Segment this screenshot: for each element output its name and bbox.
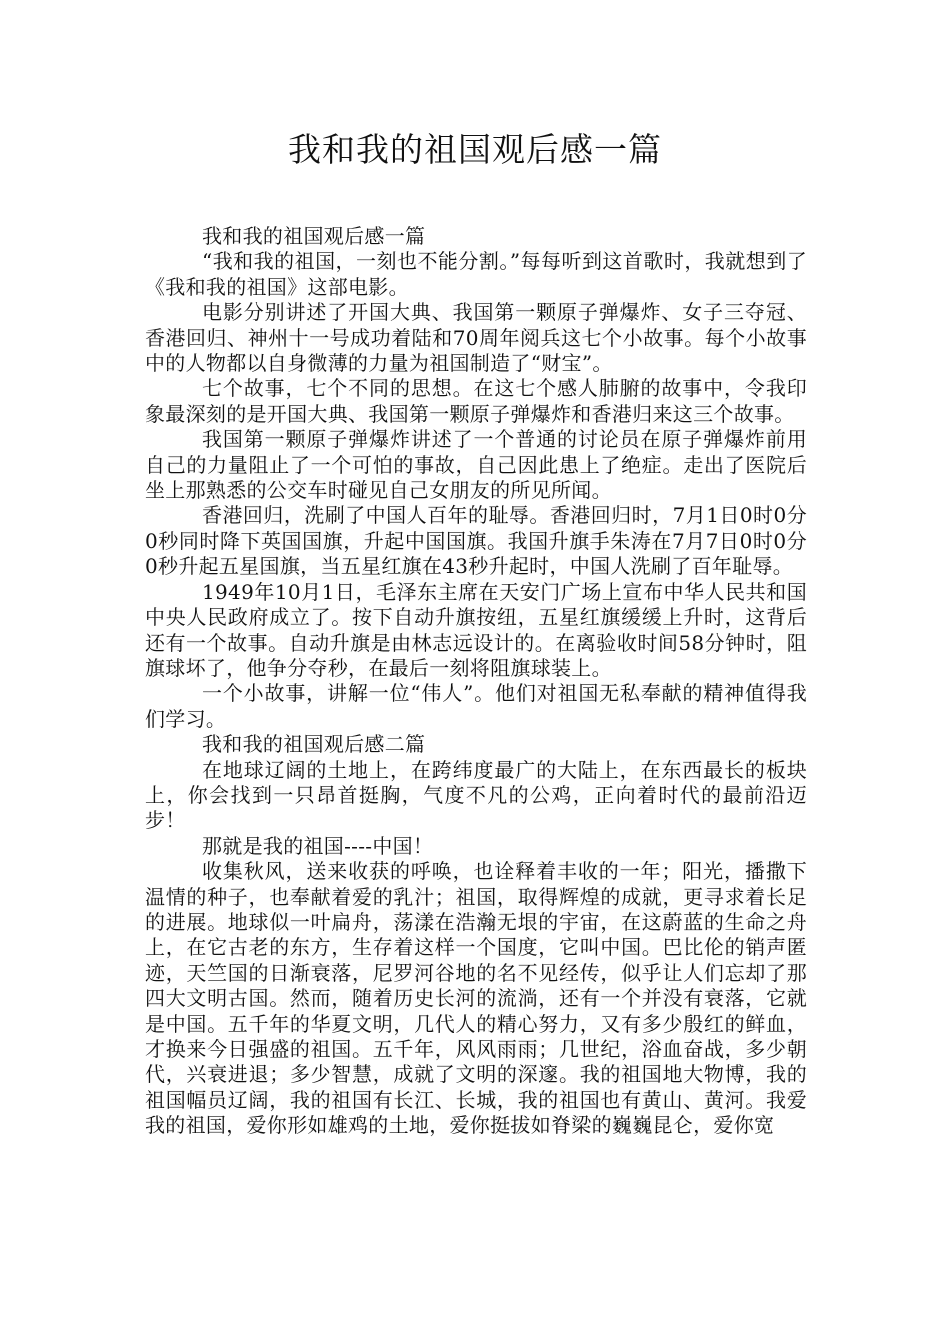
paragraph: 那就是我的祖国----中国！ (202, 833, 434, 858)
paragraph: 在地球辽阔的土地上，在跨纬度最广的大陆上，在东西最长的板块上，你会找到一只昂首挺胸，气度不凡的公鸡，正向着时代的最前沿迈步！ (145, 757, 807, 833)
paragraph: 收集秋风，送来收获的呼唤，也诠释着丰收的一年；阳光，播撒下温情的种子，也奉献着爱的乳汁；祖国，取得辉煌的成就，更寻求着长足的进展。地球似一叶扁舟，荡漾在浩瀚无垠的宇宙，在这蔚蓝的生命之舟上，在它古老的东方，生存着这样一个国度，它叫中国。巴比伦的销声匿迹，天竺国的日渐衰落，尼罗河谷地的名不见经传，似乎让人们忘却了那四大文明古国。然而，随着历史长河的流淌，还有一个并没有衰落，它就是中国。五千年的华夏文明，几代人的精心努力，又有多少殷红的鲜血，才换来今日强盛的祖国。五千年，风风雨雨；几世纪，浴血奋战，多少朝代，兴衰进退；多少智慧，成就了文明的深邃。我的祖国地大物博，我的祖国幅员辽阔，我的祖国有长江、长城，我的祖国也有黄山、黄河。我爱我的祖国，爱你形如雄鸡的土地，爱你挺拔如脊梁的巍巍昆仑，爱你宽 (145, 859, 807, 1138)
paragraph: “我和我的祖国，一刻也不能分割。”每每听到这首歌时，我就想到了《我和我的祖国》这部电影。 (145, 249, 807, 299)
paragraph-heading-1: 我和我的祖国观后感一篇 (202, 224, 426, 248)
paragraph: 电影分别讲述了开国大典、我国第一颗原子弹爆炸、女子三夺冠、香港回归、神州十一号成功着陆和70周年阅兵这七个小故事。每个小故事中的人物都以自身微薄的力量为祖国制造了“财宝”。 (145, 300, 807, 376)
paragraph-heading-2: 我和我的祖国观后感二篇 (202, 732, 426, 757)
document-title: 我和我的祖国观后感一篇 (288, 130, 662, 169)
document-body (145, 224, 807, 1139)
paragraph: 一个小故事，讲解一位“伟人”。他们对祖国无私奉献的精神值得我们学习。 (145, 681, 807, 731)
paragraph: 香港回归，洗刷了中国人百年的耻辱。香港回归时，7月1日0时0分0秒同时降下英国国旗，升起中国国旗。我国升旗手朱涛在7月7日0时0分0秒升起五星国旗，当五星红旗在43秒升起时，中国人洗刷了百年耻辱。 (145, 503, 807, 579)
paragraph: 我国第一颗原子弹爆炸讲述了一个普通的讨论员在原子弹爆炸前用自己的力量阻止了一个可怕的事故，自己因此患上了绝症。走出了医院后坐上那熟悉的公交车时碰见自己女朋友的所见所闻。 (145, 427, 807, 503)
paragraph: 1949年10月1日，毛泽东主席在天安门广场上宣布中华人民共和国中央人民政府成立了。按下自动升旗按纽，五星红旗缓缓上升时，这背后还有一个故事。自动升旗是由林志远设计的。在离验收时间58分钟时，阻旗球坏了，他争分夺秒，在最后一刻将阻旗球装上。 (145, 579, 807, 680)
paragraph: 七个故事，七个不同的思想。在这七个感人肺腑的故事中，令我印象最深刻的是开国大典、我国第一颗原子弹爆炸和香港归来这三个故事。 (145, 376, 807, 426)
